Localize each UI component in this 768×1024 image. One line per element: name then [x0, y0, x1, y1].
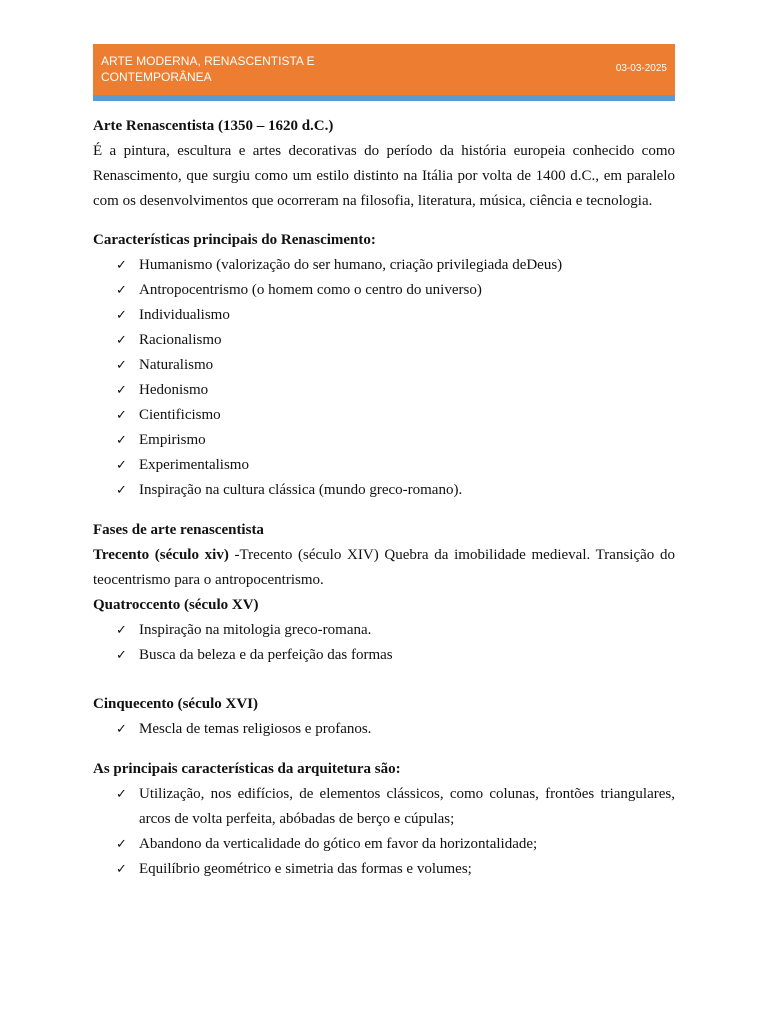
list-item: ✓ Racionalismo: [93, 328, 675, 353]
header-accent-bar: [93, 95, 675, 101]
checkmark-icon: ✓: [116, 648, 127, 663]
list-item: ✓ Hedonismo: [93, 378, 675, 403]
cinquecento-heading: Cinquecento (século XVI): [93, 696, 258, 712]
list-item: ✓ Equilíbrio geométrico e simetria das formas e volumes;: [93, 857, 675, 882]
checkmark-icon: ✓: [116, 358, 127, 373]
section-heading-characteristics: Características principais do Renascimento:: [93, 232, 376, 248]
checkmark-icon: ✓: [116, 433, 127, 448]
section-heading-renaissance: Arte Renascentista (1350 – 1620 d.C.): [93, 118, 334, 134]
checkmark-icon: ✓: [116, 483, 127, 498]
checkmark-icon: ✓: [116, 862, 127, 877]
list-item: ✓ Empirismo: [93, 428, 675, 453]
intro-paragraph: É a pintura, escultura e artes decorativas do período da história europeia conhecido como Renascimento, que surgiu como um estilo distinto na Itália por volta de 1400 d.C., em paralelo com os desenvolvimentos que ocorreram na filosofia, literatura, música, ciência e tecnologia.: [93, 143, 675, 209]
checkmark-icon: ✓: [116, 408, 127, 423]
checkmark-icon: ✓: [116, 258, 127, 273]
list-item: ✓ Inspiração na mitologia greco-romana.: [93, 618, 675, 643]
list-item: ✓ Busca da beleza e da perfeição das formas: [93, 643, 675, 668]
list-item: ✓ Inspiração na cultura clássica (mundo greco-romano).: [93, 478, 675, 503]
list-item: ✓ Antropocentrismo (o homem como o centro do universo): [93, 278, 675, 303]
list-item: ✓ Abandono da verticalidade do gótico em favor da horizontalidade;: [93, 832, 675, 857]
trecento-label: Trecento (século xiv): [93, 547, 229, 563]
checkmark-icon: ✓: [116, 308, 127, 323]
checkmark-icon: ✓: [116, 722, 127, 737]
checkmark-icon: ✓: [116, 333, 127, 348]
list-item: ✓ Naturalismo: [93, 353, 675, 378]
list-item: ✓ Utilização, nos edifícios, de elementos clássicos, como colunas, frontões triangulares, arcos de volta perfeita, abóbadas de berço e cúpulas;: [93, 782, 675, 832]
list-item: ✓ Cientificismo: [93, 403, 675, 428]
trecento-paragraph: [93, 543, 675, 593]
checkmark-icon: ✓: [116, 623, 127, 638]
checkmark-icon: ✓: [116, 383, 127, 398]
quattrocento-list: [93, 618, 675, 668]
list-item: ✓ Mescla de temas religiosos e profanos.: [93, 717, 675, 742]
header-title: ARTE MODERNA, RENASCENTISTA E CONTEMPORÂNEA: [101, 54, 315, 84]
checkmark-icon: ✓: [116, 458, 127, 473]
list-item: ✓ Experimentalismo: [93, 453, 675, 478]
section-heading-phases: Fases de arte renascentista: [93, 522, 264, 538]
document-body: [93, 114, 675, 882]
architecture-list: [93, 782, 675, 882]
section-heading-architecture: As principais características da arquitetura são:: [93, 761, 401, 777]
cinquecento-list: [93, 717, 675, 742]
checkmark-icon: ✓: [116, 837, 127, 852]
list-item: ✓ Humanismo (valorização do ser humano, criação privilegiada deDeus): [93, 253, 675, 278]
page-header: [93, 44, 675, 95]
header-date: 03-03-2025: [615, 63, 667, 74]
characteristics-list: [93, 253, 675, 503]
trecento-text: -Trecento (século XIV) Quebra da imobilidade medieval. Transição do teocentrismo para o antropocentrismo.: [93, 547, 675, 588]
checkmark-icon: ✓: [116, 787, 127, 802]
quattrocento-heading: Quatroccento (século XV): [93, 597, 259, 613]
list-item: ✓ Individualismo: [93, 303, 675, 328]
checkmark-icon: ✓: [116, 283, 127, 298]
